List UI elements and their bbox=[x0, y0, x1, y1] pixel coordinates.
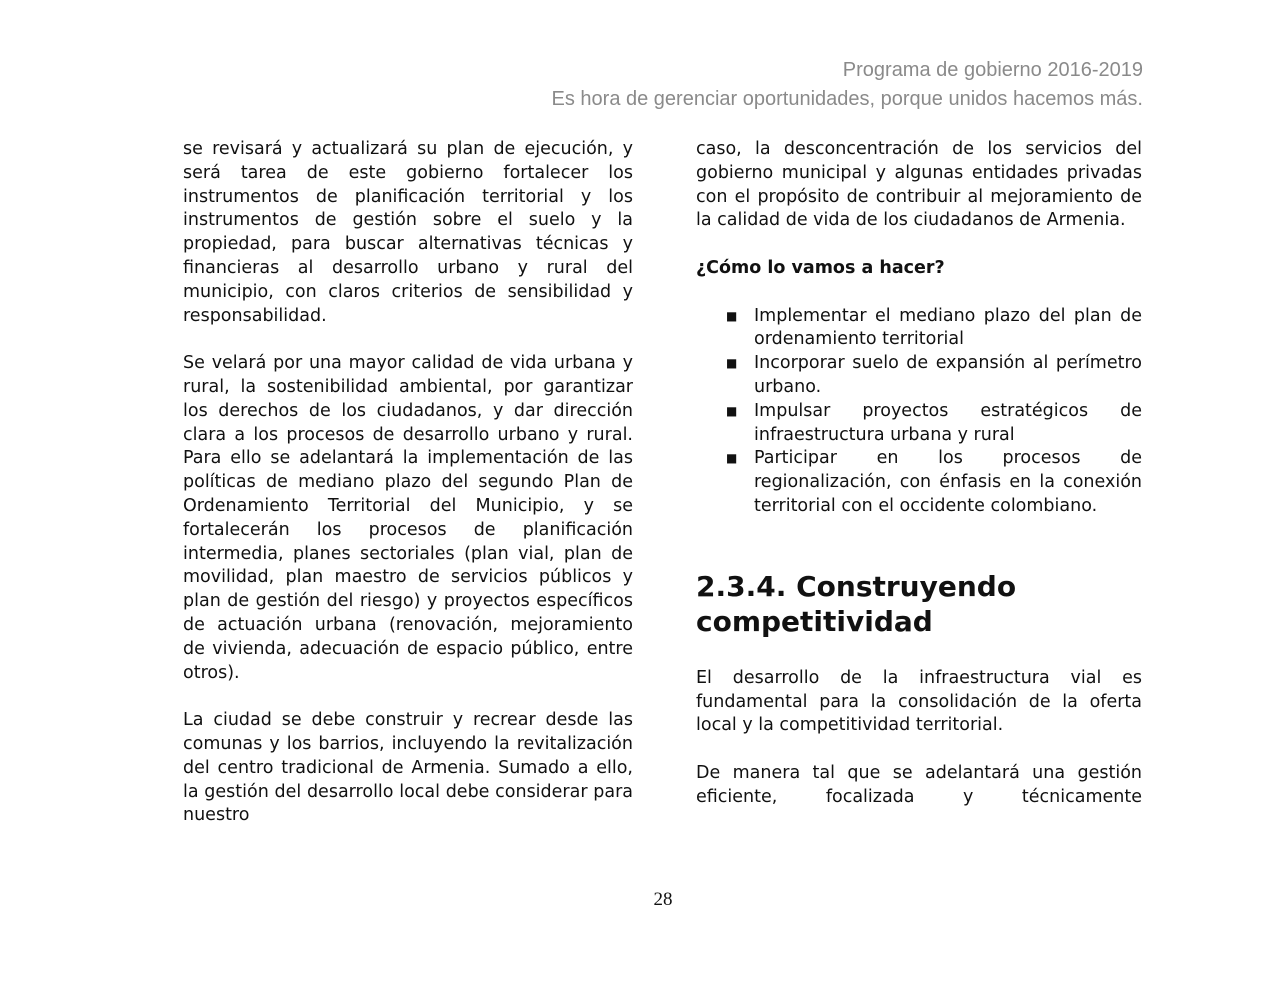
square-bullet-icon: ■ bbox=[726, 451, 738, 466]
subheading: ¿Cómo lo vamos a hacer? bbox=[696, 257, 945, 278]
header-slogan: Es hora de gerenciar oportunidades, porque unidos hacemos más. bbox=[551, 88, 1143, 110]
paragraph: La ciudad se debe construir y recrear desde las comunas y los barrios, incluyendo la revitalización del centro tradicional de Armenia. Sumado a ello, la gestión del desarrollo local debe considerar para nuestro bbox=[183, 710, 633, 826]
list-item bbox=[696, 305, 1142, 353]
paragraph: Se velará por una mayor calidad de vida urbana y rural, la sostenibilidad ambiental, por garantizar los derechos de los ciudadanos, y dar dirección clara a los procesos de desarrollo urbano y rural. Para ello se adelantará la implementación de las políticas de mediano plazo del segundo Plan de Ordenamiento Territorial del Municipio, y se fortalecerán los procesos de planificación intermedia, planes sectoriales (plan vial, plan de movilidad, plan maestro de servicios públicos y plan de gestión del riesgo) y proyectos específicos de actuación urbana (renovación, mejoramiento de vivienda, adecuación de espacio público, entre otros). bbox=[183, 353, 633, 683]
square-bullet-icon: ■ bbox=[726, 356, 738, 371]
header-title: Programa de gobierno 2016-2019 bbox=[842, 59, 1143, 81]
list-item-text: Incorporar suelo de expansión al perímetro urbano. bbox=[754, 353, 1142, 397]
bullet-list bbox=[696, 305, 1142, 519]
list-item-text: Participar en los procesos de regionalización, con énfasis en la conexión territorial con el occidente colombiano. bbox=[754, 448, 1142, 516]
left-column bbox=[183, 138, 633, 852]
list-item bbox=[696, 352, 1142, 400]
list-item bbox=[696, 447, 1142, 518]
paragraph: caso, la desconcentración de los servicios del gobierno municipal y algunas entidades privadas con el propósito de contribuir al mejoramiento de la calidad de vida de los ciudadanos de Armenia. bbox=[696, 139, 1142, 231]
page-header bbox=[552, 56, 1143, 114]
paragraph: se revisará y actualizará su plan de ejecución, y será tarea de este gobierno fortalecer los instrumentos de planificación territorial y los instrumentos de gestión sobre el suelo y la propiedad, para buscar alternativas técnicas y financieras al desarrollo urbano y rural del municipio, con claros criterios de sensibilidad y responsabilidad. bbox=[183, 139, 633, 326]
list-item bbox=[696, 400, 1142, 448]
paragraph: El desarrollo de la infraestructura vial es fundamental para la consolidación de la oferta local y la competitividad territorial. bbox=[696, 667, 1142, 736]
page-number: 28 bbox=[653, 889, 673, 910]
list-item-text: Impulsar proyectos estratégicos de infraestructura urbana y rural bbox=[754, 400, 1142, 445]
list-item-text: Implementar el mediano plazo del plan de ordenamiento territorial bbox=[754, 305, 1142, 350]
right-column bbox=[696, 138, 1142, 833]
paragraph: De manera tal que se adelantará una gestión eficiente, focalizada y técnicamente bbox=[696, 762, 1142, 807]
square-bullet-icon: ■ bbox=[726, 308, 738, 323]
section-title: 2.3.4. Construyendo competitividad bbox=[696, 569, 1017, 638]
square-bullet-icon: ■ bbox=[726, 403, 738, 418]
